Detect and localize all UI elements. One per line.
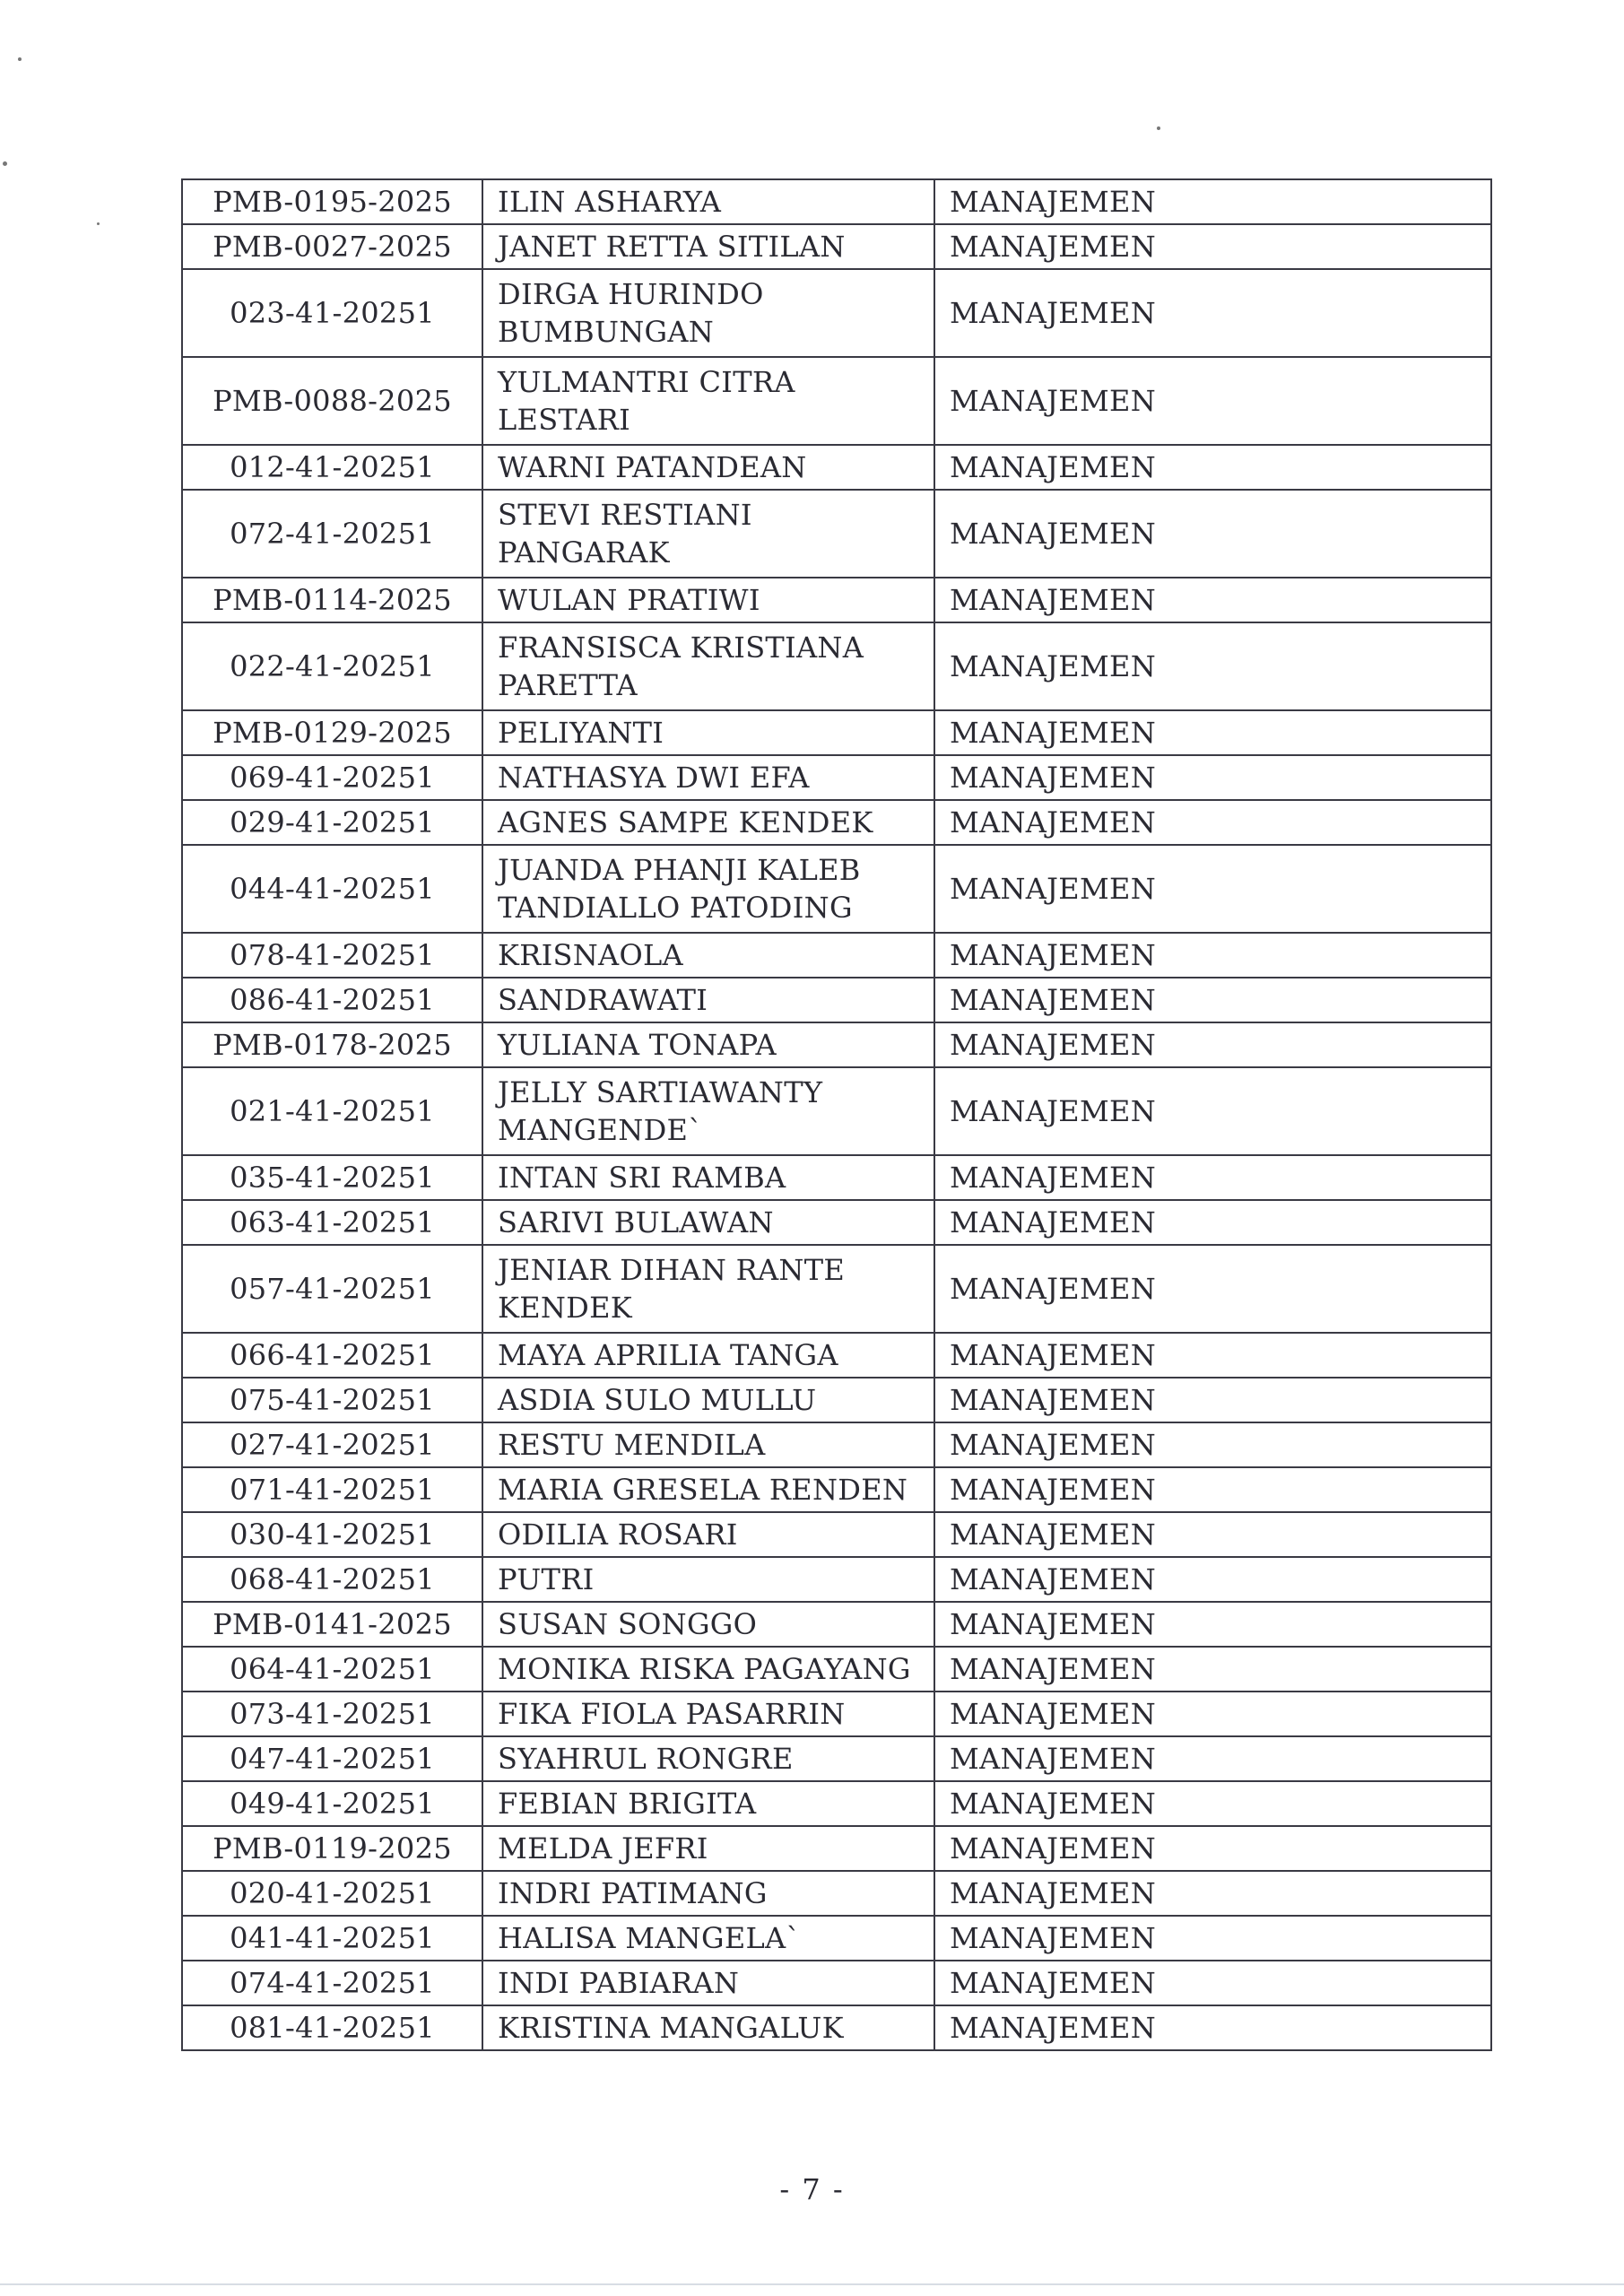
study-program-cell: MANAJEMEN [934,1467,1491,1512]
table-row [182,445,1491,490]
study-program-cell: MANAJEMEN [934,269,1491,357]
student-name-cell: DIRGA HURINDO BUMBUNGAN [482,269,934,357]
study-program-cell: MANAJEMEN [934,578,1491,622]
registration-number-cell: 075-41-20251 [182,1378,482,1422]
study-program-cell: MANAJEMEN [934,1378,1491,1422]
student-name-cell: FEBIAN BRIGITA [482,1781,934,1826]
student-name-cell: INTAN SRI RAMBA [482,1155,934,1200]
study-program-cell: MANAJEMEN [934,1916,1491,1961]
student-name-cell: YULMANTRI CITRA LESTARI [482,357,934,445]
registration-number-cell: PMB-0195-2025 [182,179,482,224]
table-row [182,1871,1491,1916]
study-program-cell: MANAJEMEN [934,1961,1491,2005]
registration-number-cell: 022-41-20251 [182,622,482,710]
registration-number-cell: 071-41-20251 [182,1467,482,1512]
study-program-cell: MANAJEMEN [934,845,1491,933]
study-program-cell: MANAJEMEN [934,1155,1491,1200]
table-row [182,1245,1491,1333]
study-program-cell: MANAJEMEN [934,1067,1491,1155]
study-program-cell: MANAJEMEN [934,1512,1491,1557]
registration-number-cell: 078-41-20251 [182,933,482,978]
table-row [182,978,1491,1022]
registration-number-cell: PMB-0119-2025 [182,1826,482,1871]
registration-number-cell: 063-41-20251 [182,1200,482,1245]
table-row [182,1692,1491,1736]
study-program-cell: MANAJEMEN [934,224,1491,269]
study-program-cell: MANAJEMEN [934,1692,1491,1736]
registration-number-cell: PMB-0178-2025 [182,1022,482,1067]
table-row [182,1557,1491,1602]
registration-number-cell: 066-41-20251 [182,1333,482,1378]
study-program-cell: MANAJEMEN [934,1736,1491,1781]
table-row [182,1602,1491,1647]
student-name-cell: YULIANA TONAPA [482,1022,934,1067]
student-name-cell: NATHASYA DWI EFA [482,755,934,800]
study-program-cell: MANAJEMEN [934,1647,1491,1692]
study-program-cell: MANAJEMEN [934,2005,1491,2050]
page-number: - 7 - [779,2172,845,2206]
study-program-cell: MANAJEMEN [934,357,1491,445]
student-name-cell: KRISNAOLA [482,933,934,978]
registration-number-cell: 047-41-20251 [182,1736,482,1781]
student-table-body [182,179,1491,2050]
table-row [182,490,1491,578]
scan-speck [3,161,7,166]
registration-number-cell: 041-41-20251 [182,1916,482,1961]
table-row [182,1067,1491,1155]
registration-number-cell: PMB-0114-2025 [182,578,482,622]
study-program-cell: MANAJEMEN [934,1245,1491,1333]
table-row [182,1512,1491,1557]
table-row [182,1781,1491,1826]
table-row [182,800,1491,845]
registration-number-cell: 069-41-20251 [182,755,482,800]
registration-number-cell: 021-41-20251 [182,1067,482,1155]
study-program-cell: MANAJEMEN [934,978,1491,1022]
study-program-cell: MANAJEMEN [934,755,1491,800]
registration-number-cell: PMB-0141-2025 [182,1602,482,1647]
registration-number-cell: 073-41-20251 [182,1692,482,1736]
table-row [182,1916,1491,1961]
student-name-cell: ILIN ASHARYA [482,179,934,224]
study-program-cell: MANAJEMEN [934,1826,1491,1871]
registration-number-cell: 074-41-20251 [182,1961,482,2005]
study-program-cell: MANAJEMEN [934,1557,1491,1602]
student-name-cell: WARNI PATANDEAN [482,445,934,490]
student-name-cell: SANDRAWATI [482,978,934,1022]
student-name-cell: PELIYANTI [482,710,934,755]
registration-number-cell: 035-41-20251 [182,1155,482,1200]
student-name-cell: WULAN PRATIWI [482,578,934,622]
student-name-cell: INDI PABIARAN [482,1961,934,2005]
table-row [182,1961,1491,2005]
student-name-cell: SYAHRUL RONGRE [482,1736,934,1781]
student-name-cell: SARIVI BULAWAN [482,1200,934,1245]
study-program-cell: MANAJEMEN [934,1781,1491,1826]
student-name-cell: JENIAR DIHAN RANTE KENDEK [482,1245,934,1333]
study-program-cell: MANAJEMEN [934,622,1491,710]
student-name-cell: FIKA FIOLA PASARRIN [482,1692,934,1736]
registration-number-cell: 081-41-20251 [182,2005,482,2050]
registration-number-cell: PMB-0088-2025 [182,357,482,445]
registration-number-cell: 068-41-20251 [182,1557,482,1602]
table-row [182,1647,1491,1692]
study-program-cell: MANAJEMEN [934,179,1491,224]
registration-number-cell: 030-41-20251 [182,1512,482,1557]
registration-number-cell: 023-41-20251 [182,269,482,357]
table-row [182,224,1491,269]
student-name-cell: AGNES SAMPE KENDEK [482,800,934,845]
table-row [182,2005,1491,2050]
registration-number-cell: 027-41-20251 [182,1422,482,1467]
registration-number-cell: 012-41-20251 [182,445,482,490]
table-row [182,845,1491,933]
table-row [182,1826,1491,1871]
table-row [182,357,1491,445]
student-name-cell: FRANSISCA KRISTIANA PARETTA [482,622,934,710]
scan-speck [97,222,100,225]
student-name-cell: MAYA APRILIA TANGA [482,1333,934,1378]
student-name-cell: MONIKA RISKA PAGAYANG [482,1647,934,1692]
registration-number-cell: 072-41-20251 [182,490,482,578]
table-row [182,1022,1491,1067]
student-name-cell: RESTU MENDILA [482,1422,934,1467]
table-row [182,1200,1491,1245]
study-program-cell: MANAJEMEN [934,1422,1491,1467]
table-row [182,1333,1491,1378]
table-row [182,269,1491,357]
student-name-cell: JANET RETTA SITILAN [482,224,934,269]
student-name-cell: KRISTINA MANGALUK [482,2005,934,2050]
student-name-cell: INDRI PATIMANG [482,1871,934,1916]
table-row [182,1378,1491,1422]
registration-number-cell: 064-41-20251 [182,1647,482,1692]
scan-speck [1157,126,1160,130]
registration-number-cell: 057-41-20251 [182,1245,482,1333]
table-row [182,179,1491,224]
scan-speck [18,57,22,61]
table-row [182,1467,1491,1512]
table-row [182,1422,1491,1467]
student-name-cell: HALISA MANGELA` [482,1916,934,1961]
registration-number-cell: 029-41-20251 [182,800,482,845]
student-table [181,178,1492,2051]
table-row [182,933,1491,978]
study-program-cell: MANAJEMEN [934,490,1491,578]
student-name-cell: JELLY SARTIAWANTY MANGENDE` [482,1067,934,1155]
registration-number-cell: 049-41-20251 [182,1781,482,1826]
study-program-cell: MANAJEMEN [934,1602,1491,1647]
study-program-cell: MANAJEMEN [934,800,1491,845]
registration-number-cell: 086-41-20251 [182,978,482,1022]
table-row [182,710,1491,755]
scan-edge-line [0,2283,1624,2285]
study-program-cell: MANAJEMEN [934,1871,1491,1916]
table-row [182,578,1491,622]
table-row [182,755,1491,800]
registration-number-cell: PMB-0027-2025 [182,224,482,269]
study-program-cell: MANAJEMEN [934,1022,1491,1067]
table-row [182,622,1491,710]
study-program-cell: MANAJEMEN [934,1200,1491,1245]
student-name-cell: MELDA JEFRI [482,1826,934,1871]
student-name-cell: STEVI RESTIANI PANGARAK [482,490,934,578]
student-name-cell: ASDIA SULO MULLU [482,1378,934,1422]
study-program-cell: MANAJEMEN [934,1333,1491,1378]
study-program-cell: MANAJEMEN [934,445,1491,490]
registration-number-cell: 044-41-20251 [182,845,482,933]
student-name-cell: MARIA GRESELA RENDEN [482,1467,934,1512]
student-name-cell: PUTRI [482,1557,934,1602]
student-name-cell: ODILIA ROSARI [482,1512,934,1557]
student-name-cell: JUANDA PHANJI KALEB TANDIALLO PATODING [482,845,934,933]
study-program-cell: MANAJEMEN [934,710,1491,755]
student-name-cell: SUSAN SONGGO [482,1602,934,1647]
registration-number-cell: PMB-0129-2025 [182,710,482,755]
study-program-cell: MANAJEMEN [934,933,1491,978]
table-row [182,1155,1491,1200]
registration-number-cell: 020-41-20251 [182,1871,482,1916]
table-row [182,1736,1491,1781]
